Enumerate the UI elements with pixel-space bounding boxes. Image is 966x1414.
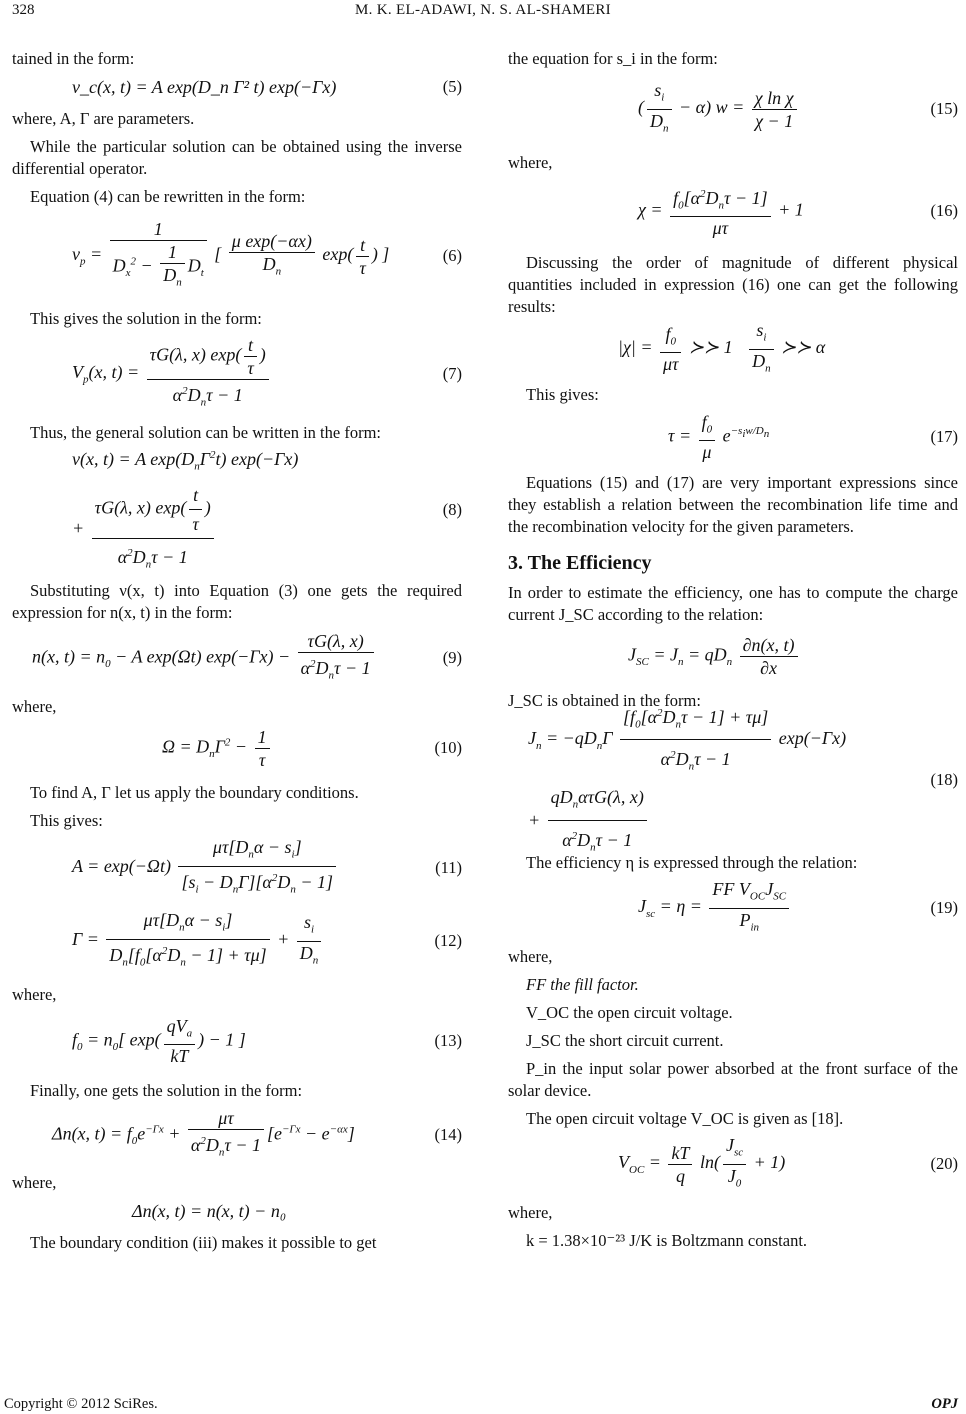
page-header <box>0 0 966 30</box>
equation-body: $V_p(x$, t) = τG(λ, x) exp( $\frac{t}{\tau}$ ) $\alpha^2D_n\tau - 1$ <box>12 334 422 414</box>
paragraph: Substituting ν(x, t) into Equation (3) one gets the required expression for n(x, t) in the form: <box>12 581 462 622</box>
definition: FF the fill factor. <box>526 975 639 994</box>
paragraph: This gives the solution in the form: <box>30 309 262 328</box>
equation-number: (7) <box>442 364 462 383</box>
equation-body: $\nu_p$ = 1 $D_x^2$ − $\frac{1}{D_n}$ $D_t$ [ $\frac{\text{μ exp(−αx)}}{D_n}$ exp( $\frac{t}{\tau}$ ) ] <box>12 218 422 294</box>
equation-number: (9) <box>442 648 462 667</box>
paragraph: J_SC is obtained in the form: <box>508 691 701 710</box>
equation-body: ν(x, t) = A $\exp(D_n\Gamma^2t)$ exp(−Γx) + τG(λ, x) exp( $\frac{t}{\tau}$ ) $\alpha^2D_n\tau - 1$ <box>12 441 422 578</box>
equation-number: (14) <box>434 1125 462 1144</box>
equation-17 <box>508 412 958 462</box>
equation-number: (12) <box>434 931 462 950</box>
paragraph: the equation for s_i in the form: <box>508 49 718 68</box>
equation-number: (15) <box>930 99 958 118</box>
journal-abbrev: OPJ <box>931 1396 958 1412</box>
equation-18 <box>508 706 958 854</box>
equation-body: Γ = $\frac{\mu\tau[D_n\alpha - s_i]}{D_n[f_0[\alpha^2D_n - 1] + \tau\mu]}$ + $\frac{s_i}{D_n}$ <box>12 909 422 973</box>
paragraph: This gives: <box>30 811 103 830</box>
equation-11 <box>12 838 462 898</box>
paragraph: where, <box>12 697 57 716</box>
equation-body: Δn(x, $t) = f_0e^{-\Gamma x}$ + $\frac{\mu\tau}{\alpha^2D_n\tau - 1}$ $[e^{-\Gamma x} - e^{-\alpha x}]$ <box>12 1107 422 1164</box>
equation-number: (10) <box>434 738 462 757</box>
paragraph: tained in the form: <box>12 49 135 68</box>
equation-body: $J_{SC} = J_n = qD_n$ $\frac{\partial n(x, t)}{\partial x}$ <box>508 634 918 679</box>
equation-number: (5) <box>442 77 462 96</box>
paragraph: To find A, Γ let us apply the boundary conditions. <box>30 783 359 802</box>
equation-10 <box>12 724 462 772</box>
equation-body: n(x, $t) = n_0 - A$ exp(Ωt) exp(−Γx) − $\frac{\tau G(\lambda, x)}{\alpha^2D_n\tau - 1}$ <box>12 630 422 687</box>
equation-number: (8) <box>442 500 462 519</box>
paragraph: where, <box>508 1203 553 1222</box>
paragraph: where, <box>12 985 57 1004</box>
equation-5 <box>12 76 462 98</box>
equation-number: (13) <box>434 1031 462 1050</box>
equation-jsc <box>508 632 958 680</box>
paragraph: The efficiency η is expressed through the relation: <box>526 853 858 872</box>
paragraph: where, <box>508 153 553 172</box>
paragraph: Equations (15) and (17) are very important expressions since they establish a relation between the recombination life time and the recombination velocity for the given parameters. <box>508 473 958 536</box>
equation-number: (20) <box>930 1154 958 1173</box>
equation-body: τ = $\frac{f_0}{\mu}$ $e^{-s_iw/D_n}$ <box>668 411 770 463</box>
equation-13 <box>12 1012 462 1070</box>
equation-order <box>508 319 958 375</box>
equation-6 <box>12 214 462 298</box>
paragraph: where, <box>12 1173 57 1192</box>
section-heading: 3. The Efficiency <box>508 552 652 574</box>
paragraph: This gives: <box>526 385 599 404</box>
paragraph: The boundary condition (iii) makes it possible to get <box>30 1233 377 1252</box>
equation-body: ν_c(x, t) = A exp(D_n Γ² t) exp(−Γx) <box>72 77 337 97</box>
running-title: M. K. EL-ADAWI, N. S. AL-SHAMERI <box>355 2 611 18</box>
paragraph: Thus, the general solution can be written in the form: <box>30 423 381 442</box>
equation-number: (16) <box>930 201 958 220</box>
equation-12 <box>12 908 462 974</box>
right-column <box>508 48 958 1258</box>
page-number: 328 <box>12 2 35 18</box>
equation-body: |χ| = $\frac{f_0}{\mu\tau}$ ≻≻ 1 $\frac{s_i}{D_n}$ ≻≻ α <box>508 319 918 379</box>
equation-body: ( $\frac{s_i}{D_n}$ − α) w = $\frac{\text{χ ln χ}}{\chi - 1}$ <box>508 79 918 139</box>
equation-number: (19) <box>930 898 958 917</box>
equation-body: $\Omega = D_n\Gamma^2$ − $\frac{1}{\tau}$ <box>12 726 422 771</box>
copyright: Copyright © 2012 SciRes. <box>4 1396 158 1412</box>
definition: J_SC the short circuit current. <box>526 1031 724 1050</box>
equation-body: Δn(x, t) = n(x, t) − n₀ <box>132 1201 287 1221</box>
paragraph: where, A, Γ are parameters. <box>12 109 195 128</box>
paragraph: In order to estimate the efficiency, one has to compute the charge current J_SC according to the relation: <box>508 583 958 624</box>
paragraph: Equation (4) can be rewritten in the form: <box>30 187 306 206</box>
equation-14 <box>12 1108 462 1162</box>
equation-8 <box>12 450 462 570</box>
equation-body: $V_{OC}$ = $\frac{kT}{q}$ ln( $\frac{J_{sc}}{J_0}$ + 1) <box>508 1134 918 1194</box>
equation-20 <box>508 1136 958 1192</box>
equation-number: (18) <box>930 770 958 789</box>
paragraph: k = 1.38×10⁻²³ J/K is Boltzmann constant. <box>526 1231 808 1250</box>
equation-16 <box>508 180 958 242</box>
equation-15 <box>508 76 958 142</box>
equation-9 <box>12 630 462 686</box>
equation-body: A = exp(−Ωt) $\frac{\mu\tau[D_n\alpha - s_i]}{[s_i - D_n\Gamma][\alpha^2D_n - 1]}$ <box>12 836 422 900</box>
left-column <box>12 48 462 1260</box>
paragraph: where, <box>508 947 553 966</box>
equation-body: χ = $\frac{f_0[\alpha^2D_n\tau - 1]}{\mu\tau}$ + 1 <box>638 187 804 239</box>
equation-number: (11) <box>435 858 462 877</box>
equation-body: $f_0 = n_0$[ exp( $\frac{qV_a}{kT}$ ) − 1 ] <box>72 1015 246 1067</box>
equation-7 <box>12 336 462 412</box>
paragraph: Finally, one gets the solution in the form: <box>30 1081 303 1100</box>
equation-number: (17) <box>930 427 958 446</box>
equation-body: $J_{sc} = \eta$ = $\frac{FF V_{OC}J_{SC}}{P_{in}}$ <box>508 878 918 938</box>
equation-number: (6) <box>442 246 462 265</box>
definition: P_in the input solar power absorbed at the front surface of the solar device. <box>508 1059 958 1100</box>
equation-19 <box>508 880 958 936</box>
equation-body: $J_n = -qD_n\Gamma$ $\frac{[f_0[\alpha^2D_n\tau - 1] + \tau\mu]}{\alpha^2D_n\tau - 1}$ exp(−Γx) + $\frac{qD_n\alpha\tau G(\lambda, x)}{\alpha^2D_n\tau - 1}$ <box>508 698 918 862</box>
paragraph: While the particular solution can be obtained using the inverse differential operator. <box>12 137 462 178</box>
paragraph: Discussing the order of magnitude of different physical quantities included in expression (16) one can get the following results: <box>508 253 958 316</box>
equation-delta-n <box>12 1200 462 1222</box>
definition: V_OC the open circuit voltage. <box>526 1003 733 1022</box>
paragraph: The open circuit voltage V_OC is given as [18]. <box>526 1109 844 1128</box>
